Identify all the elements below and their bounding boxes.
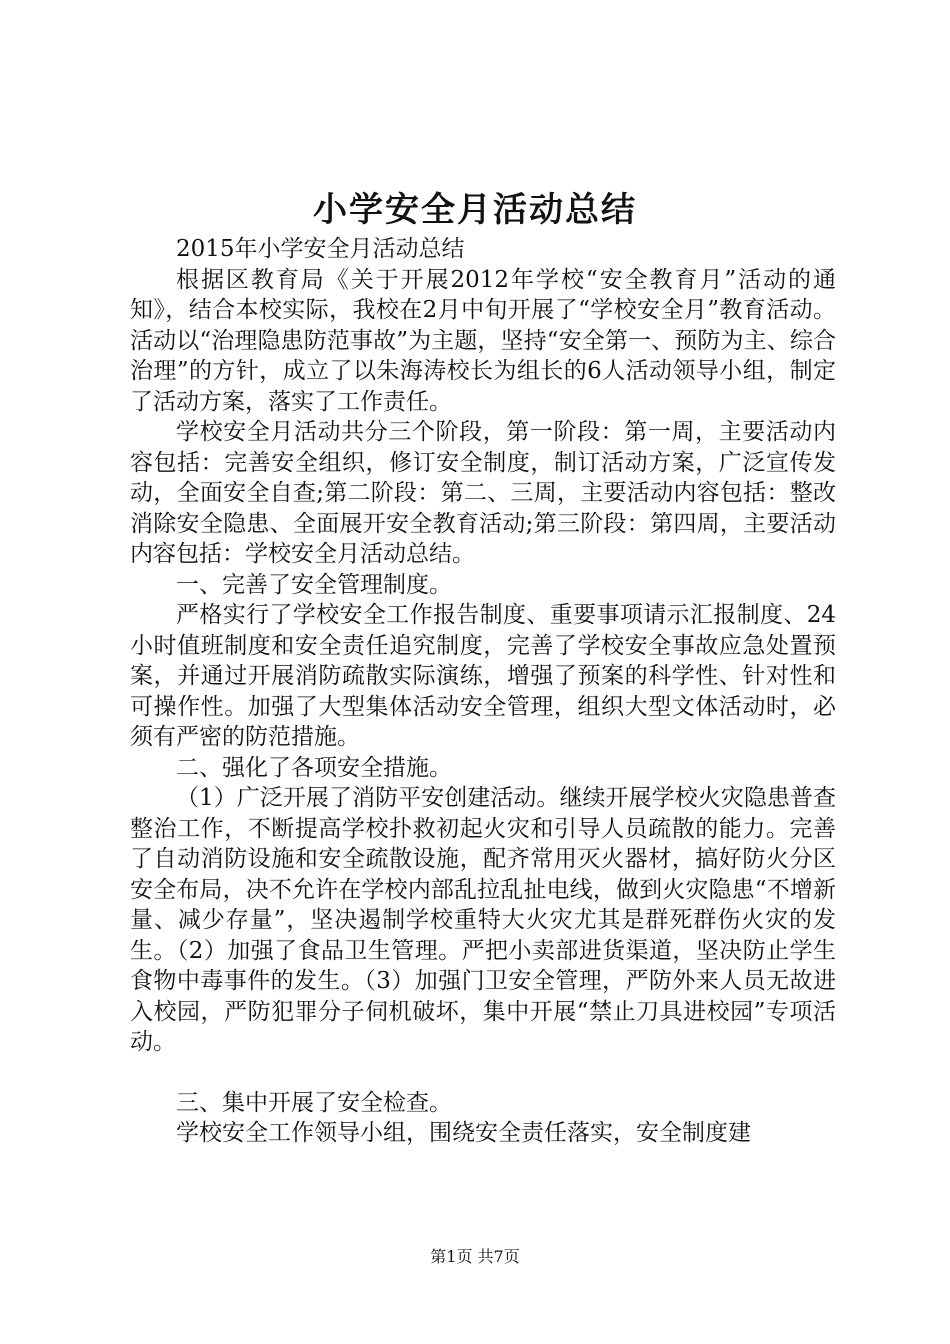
paragraph-section-1: 严格实行了学校安全工作报告制度、重要事项请示汇报制度、24小时值班制度和安全责任追究制度，完善了学校安全事故应急处置预案，并通过开展消防疏散实际演练，增强了预案的科学性、针对性和可操作性。加强了大型集体活动安全管理，组织大型文体活动时，必须有严密的防范措施。 xyxy=(130,602,836,750)
paragraph-spacer xyxy=(130,1058,836,1088)
section-heading-1: 一、完善了安全管理制度。 xyxy=(176,571,452,598)
document-title: 小学安全月活动总结 xyxy=(313,190,637,230)
paragraph-subtitle: 2015年小学安全月活动总结 xyxy=(176,236,465,262)
paragraph-section-2: （1）广泛开展了消防平安创建活动。继续开展学校火灾隐患普查整治工作，不断提高学校扑救初起火灾和引导人员疏散的能力。完善了自动消防设施和安全疏散设施，配齐常用灭火器材，搞好防火分区安全布局，决不允许在学校内部乱拉乱扯电线，做到火灾隐患“不增新量、减少存量”，坚决遏制学校重特大火灾尤其是群死群伤火灾的发生。（2）加强了食品卫生管理。严把小卖部进货渠道，坚决防止学生食物中毒事件的发生。（3）加强门卫安全管理，严防外来人员无故进入校园，严防犯罪分子伺机破坏，集中开展“禁止刀具进校园”专项活动。 xyxy=(130,785,836,1055)
section-heading-3: 三、集中开展了安全检查。 xyxy=(176,1089,452,1116)
page-number: 第1页 共7页 xyxy=(430,1247,520,1266)
section-heading-2: 二、强化了各项安全措施。 xyxy=(176,754,452,781)
paragraph-section-3: 学校安全工作领导小组，围绕安全责任落实，安全制度建 xyxy=(176,1120,751,1146)
paragraph-stages: 学校安全月活动共分三个阶段，第一阶段：第一周，主要活动内容包括：完善安全组织，修订安全制度，制订活动方案，广泛宣传发动，全面安全自查;第二阶段：第二、三周，主要活动内容包括：整改消除安全隐患、全面展开安全教育活动;第三阶段：第四周，主要活动内容包括：学校安全月活动总结。 xyxy=(130,419,836,567)
paragraph-intro: 根据区教育局《关于开展2012年学校“安全教育月”活动的通知》，结合本校实际，我校在2月中旬开展了“学校安全月”教育活动。活动以“治理隐患防范事故”为主题，坚持“安全第一、预防为主、综合治理”的方针，成立了以朱海涛校长为组长的6人活动领导小组，制定了活动方案，落实了工作责任。 xyxy=(130,266,836,415)
document-body xyxy=(130,234,836,1149)
